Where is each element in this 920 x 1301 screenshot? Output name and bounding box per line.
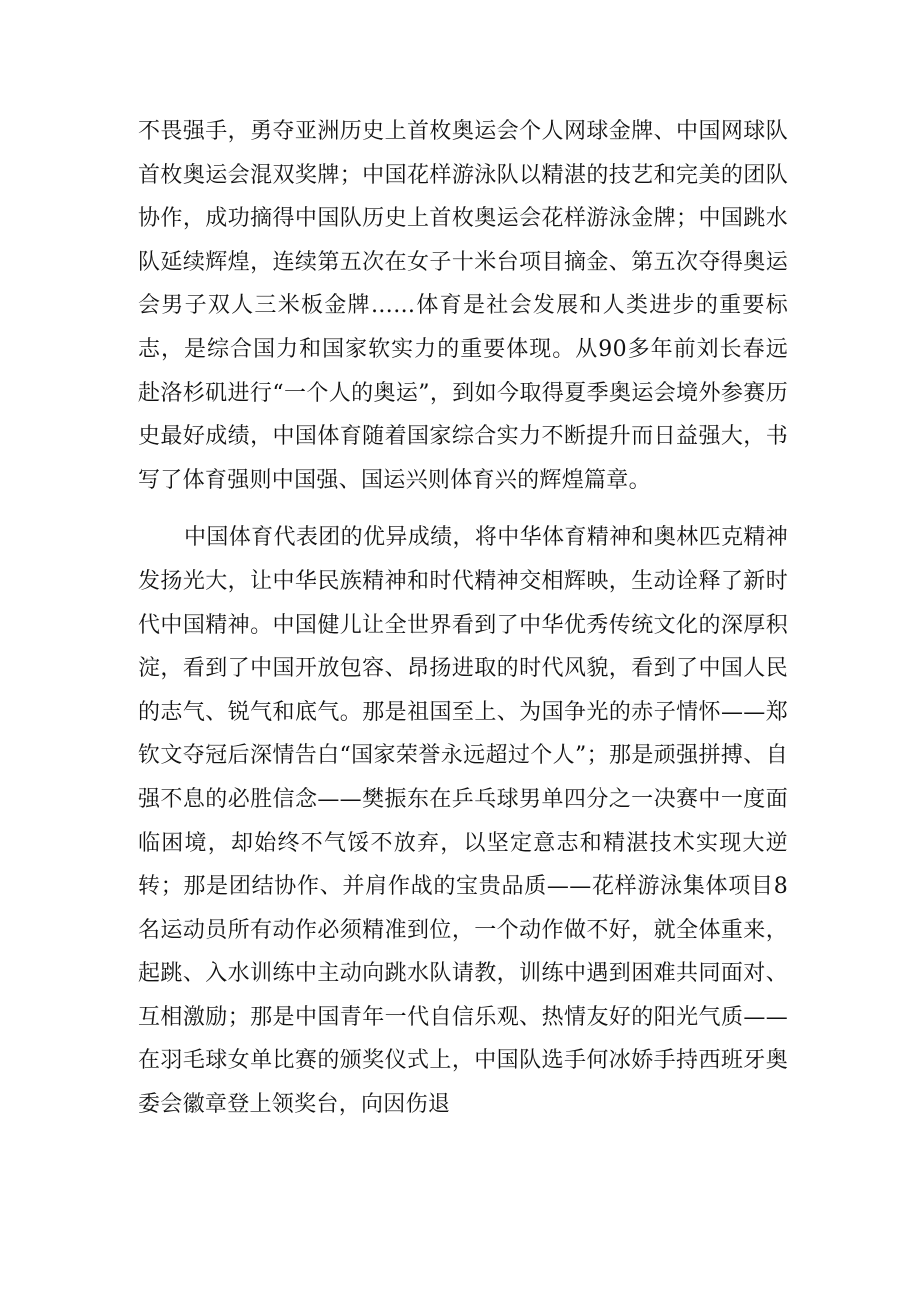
- document-body: [138, 110, 788, 1127]
- paragraph-1: 不畏强手，勇夺亚洲历史上首枚奥运会个人网球金牌、中国网球队首枚奥运会混双奖牌；中国花样游泳队以精湛的技艺和完美的团队协作，成功摘得中国队历史上首枚奥运会花样游泳金牌；中国跳水队延续辉煌，连续第五次在女子十米台项目摘金、第五次夺得奥运会男子双人三米板金牌……体育是社会发展和人类进步的重要标志，是综合国力和国家软实力的重要体现。从90多年前刘长春远赴洛杉矶进行“一个人的奥运”，到如今取得夏季奥运会境外参赛历史最好成绩，中国体育随着国家综合实力不断提升而日益强大，书写了体育强则中国强、国运兴则体育兴的辉煌篇章。: [138, 119, 788, 493]
- paragraph-2: 中国体育代表团的优异成绩，将中华体育精神和奥林匹克精神发扬光大，让中华民族精神和时代精神交相辉映，生动诠释了新时代中国精神。中国健儿让全世界看到了中华优秀传统文化的深厚积淀，看到了中国开放包容、昂扬进取的时代风貌，看到了中国人民的志气、锐气和底气。那是祖国至上、为国争光的赤子情怀——郑钦文夺冠后深情告白“国家荣誉永远超过个人”；那是顽强拼搏、自强不息的必胜信念——樊振东在乒乓球男单四分之一决赛中一度面临困境，却始终不气馁不放弃，以坚定意志和精湛技术实现大逆转；那是团结协作、并肩作战的宝贵品质——花样游泳集体项目8名运动员所有动作必须精准到位，一个动作做不好，就全体重来，起跳、入水训练中主动向跳水队请教，训练中遇到困难共同面对、互相激励；那是中国青年一代自信乐观、热情友好的阳光气质——在羽毛球女单比赛的颁奖仪式上，中国队选手何冰娇手持西班牙奥委会徽章登上领奖台，向因伤退: [138, 525, 788, 1118]
